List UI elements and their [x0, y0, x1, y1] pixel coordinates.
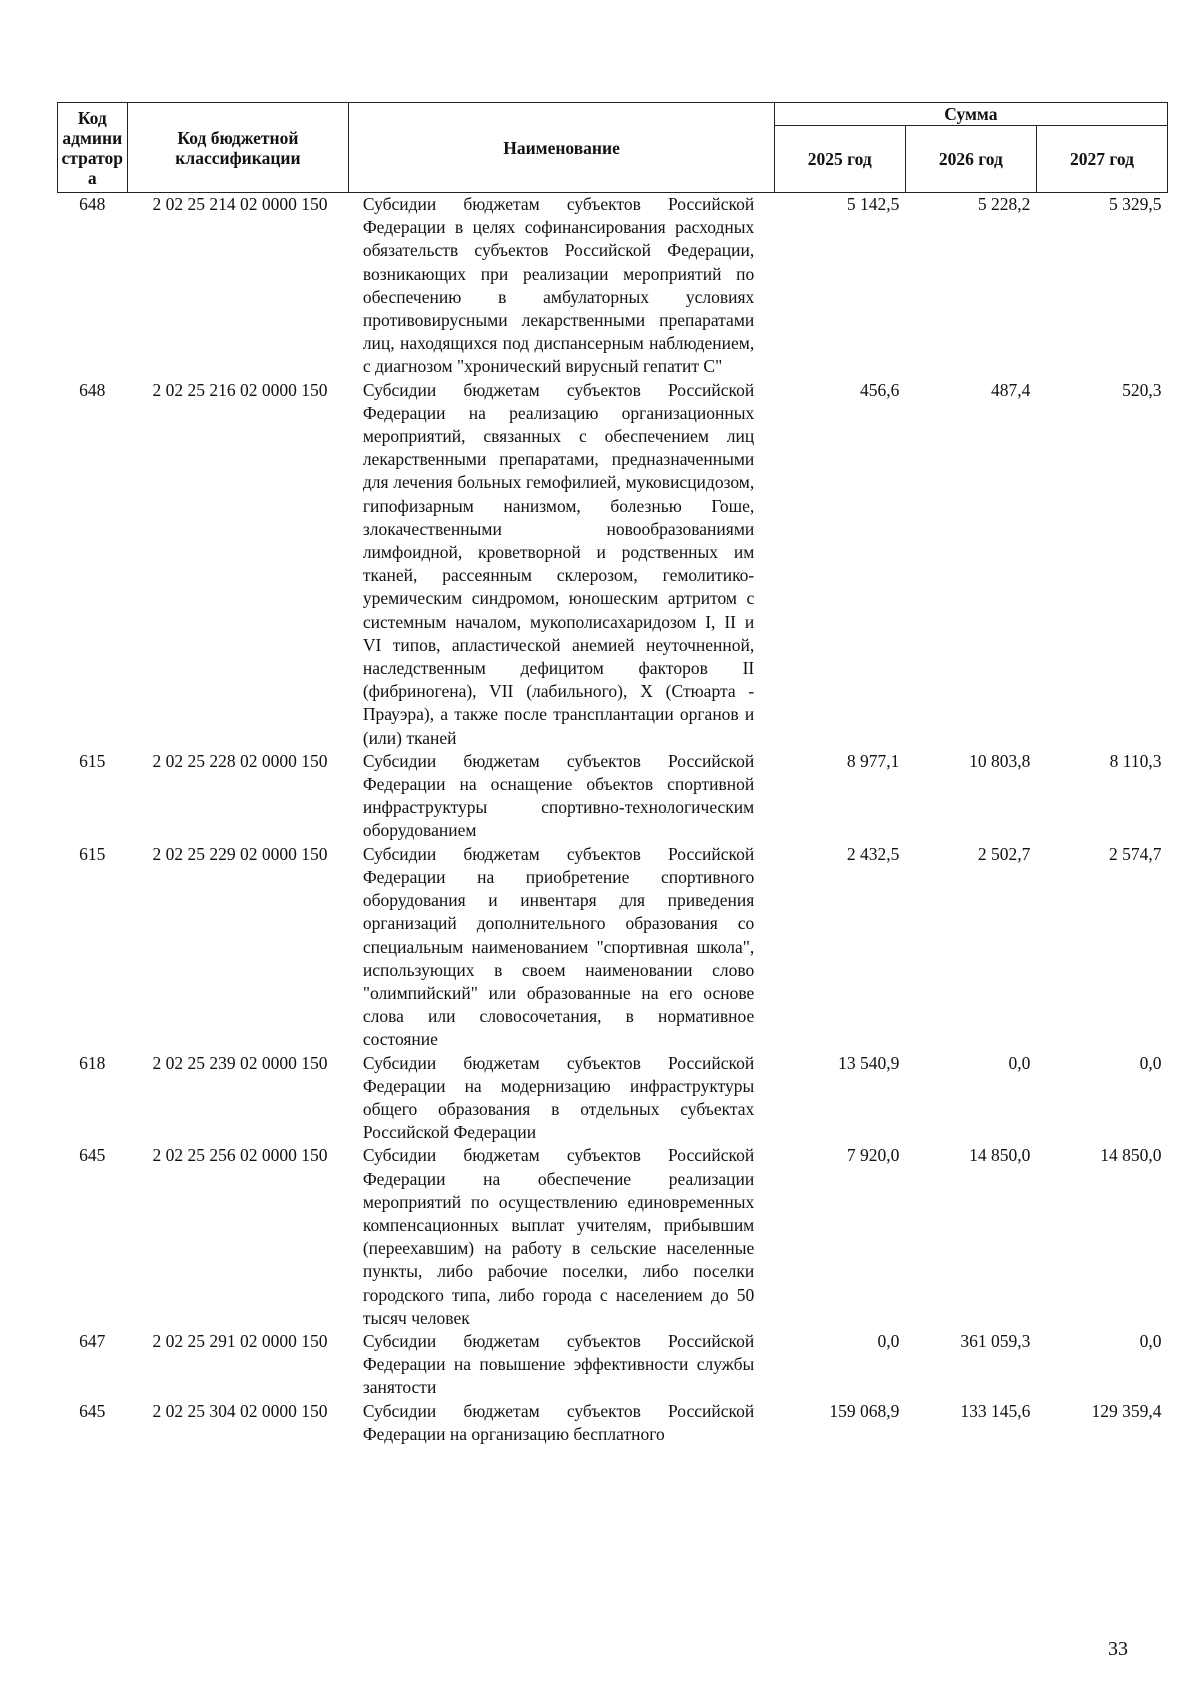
sum-2025-cell: 0,0: [877, 1330, 900, 1351]
name-cell: Субсидии бюджетам субъектов Российской Федерации на обеспечение реализации мероприятий по осуществлению единовременных компенсационных выплат учителям, прибывшим (переехавшим) на работу в сельские населенные пункты, либо рабочие поселки, либо поселки городского типа, либо города с населением до 50 тысяч человек: [362, 1145, 755, 1328]
sum-2025-cell: 2 432,5: [846, 843, 900, 864]
table-row: [58, 193, 1168, 379]
sum-2025-cell: 5 142,5: [846, 194, 900, 214]
table-row: [58, 1144, 1168, 1330]
kbk-cell: 2 02 25 228 02 0000 150: [152, 750, 328, 771]
budget-table: [57, 102, 1168, 1446]
kbk-cell: 2 02 25 216 02 0000 150: [152, 379, 328, 400]
admin-code-cell: 618: [79, 1052, 106, 1073]
table-row: [58, 1400, 1168, 1446]
name-cell: Субсидии бюджетам субъектов Российской Федерации на приобретение спортивного оборудования и инвентаря для приведения организаций дополнительного образования со специальным наименованием "спортивная школа", использующих в своем наименовании слово "олимпийский" или образованные на его основе слова или словосочетания, в нормативное состояние: [362, 843, 755, 1050]
header-admin-code: Код админи стратор а: [58, 103, 128, 193]
admin-code-cell: 645: [79, 1145, 106, 1166]
sum-2026-cell: 0,0: [1008, 1052, 1031, 1073]
name-cell: Субсидии бюджетам субъектов Российской Федерации на реализацию организационных мероприятий, связанных с обеспечением лиц лекарственными препаратами, предназначенными для лечения больных гемофилией, муковисцидозом, гипофизарным нанизмом, болезнью Гоше, злокачественными новообразованиями лимфоидной, кроветворной и родственных им тканей, рассеянным склерозом, гемолитико-уремическим синдромом, юношеским артритом с системным началом, мукополисахаридозом I, II и VI типов, апластической анемией неуточненной, наследственным дефицитом факторов II (фибриногена), VII (лабильного), X (Стюарта - Прауэра), а также после трансплантации органов и (или) тканей: [362, 379, 755, 748]
sum-2026-cell: 361 059,3: [960, 1330, 1031, 1351]
sum-2027-cell: 8 110,3: [1109, 750, 1162, 771]
table-body: [58, 193, 1168, 1446]
table-row: [58, 1052, 1168, 1145]
sum-2027-cell: 129 359,4: [1091, 1400, 1162, 1421]
table-row: [58, 750, 1168, 843]
sum-2027-cell: 5 329,5: [1109, 194, 1162, 214]
table-header: [58, 103, 1168, 193]
kbk-cell: 2 02 25 291 02 0000 150: [152, 1330, 328, 1351]
page-number: 33: [1108, 1638, 1128, 1660]
sum-2027-cell: 0,0: [1139, 1052, 1162, 1073]
sum-2027-cell: 2 574,7: [1109, 843, 1162, 864]
name-cell: Субсидии бюджетам субъектов Российской Федерации на оснащение объектов спортивной инфраструктуры спортивно-технологическим оборудованием: [362, 750, 755, 841]
sum-2026-cell: 10 803,8: [969, 750, 1031, 771]
kbk-cell: 2 02 25 229 02 0000 150: [152, 843, 328, 864]
sum-2025-cell: 7 920,0: [846, 1145, 900, 1166]
admin-code-cell: 647: [79, 1330, 106, 1351]
name-cell: Субсидии бюджетам субъектов Российской Федерации на организацию бесплатного: [362, 1400, 755, 1444]
kbk-cell: 2 02 25 256 02 0000 150: [152, 1145, 328, 1166]
name-cell: Субсидии бюджетам субъектов Российской Федерации на повышение эффективности службы занятости: [362, 1330, 755, 1398]
admin-code-cell: 615: [79, 843, 106, 864]
header-kbk: Код бюджетной классификации: [127, 103, 349, 193]
table-row: [58, 379, 1168, 750]
sum-2026-cell: 5 228,2: [977, 194, 1031, 214]
sum-2027-cell: 0,0: [1139, 1330, 1162, 1351]
kbk-cell: 2 02 25 214 02 0000 150: [152, 194, 328, 214]
header-year-2026: 2026 год: [905, 126, 1036, 193]
name-cell: Субсидии бюджетам субъектов Российской Федерации на модернизацию инфраструктуры общего образования в отдельных субъектах Российской Федерации: [362, 1052, 755, 1143]
header-sum: Сумма: [774, 103, 1167, 126]
sum-2025-cell: 159 068,9: [829, 1400, 900, 1421]
table-row: [58, 1330, 1168, 1400]
header-name: Наименование: [349, 103, 774, 193]
kbk-cell: 2 02 25 304 02 0000 150: [152, 1400, 328, 1421]
name-cell: Субсидии бюджетам субъектов Российской Федерации в целях софинансирования расходных обязательств субъектов Российской Федерации, возникающих при реализации мероприятий по обеспечению в амбулаторных условиях противовирусными лекарственными препаратами лиц, находящихся под диспансерным наблюдением, с диагнозом "хронический вирусный гепатит С": [362, 194, 755, 377]
admin-code-cell: 648: [79, 194, 106, 214]
header-year-2027: 2027 год: [1036, 126, 1167, 193]
sum-2026-cell: 2 502,7: [977, 843, 1031, 864]
admin-code-cell: 648: [79, 379, 106, 400]
sum-2025-cell: 13 540,9: [838, 1052, 900, 1073]
sum-2027-cell: 520,3: [1122, 379, 1162, 400]
sum-2026-cell: 487,4: [990, 379, 1031, 400]
sum-2025-cell: 8 977,1: [846, 750, 900, 771]
header-year-2025: 2025 год: [774, 126, 905, 193]
kbk-cell: 2 02 25 239 02 0000 150: [152, 1052, 328, 1073]
sum-2025-cell: 456,6: [859, 379, 900, 400]
sum-2026-cell: 14 850,0: [969, 1145, 1031, 1166]
admin-code-cell: 645: [79, 1400, 106, 1421]
sum-2027-cell: 14 850,0: [1100, 1145, 1162, 1166]
sum-2026-cell: 133 145,6: [960, 1400, 1031, 1421]
table-row: [58, 843, 1168, 1052]
admin-code-cell: 615: [79, 750, 106, 771]
